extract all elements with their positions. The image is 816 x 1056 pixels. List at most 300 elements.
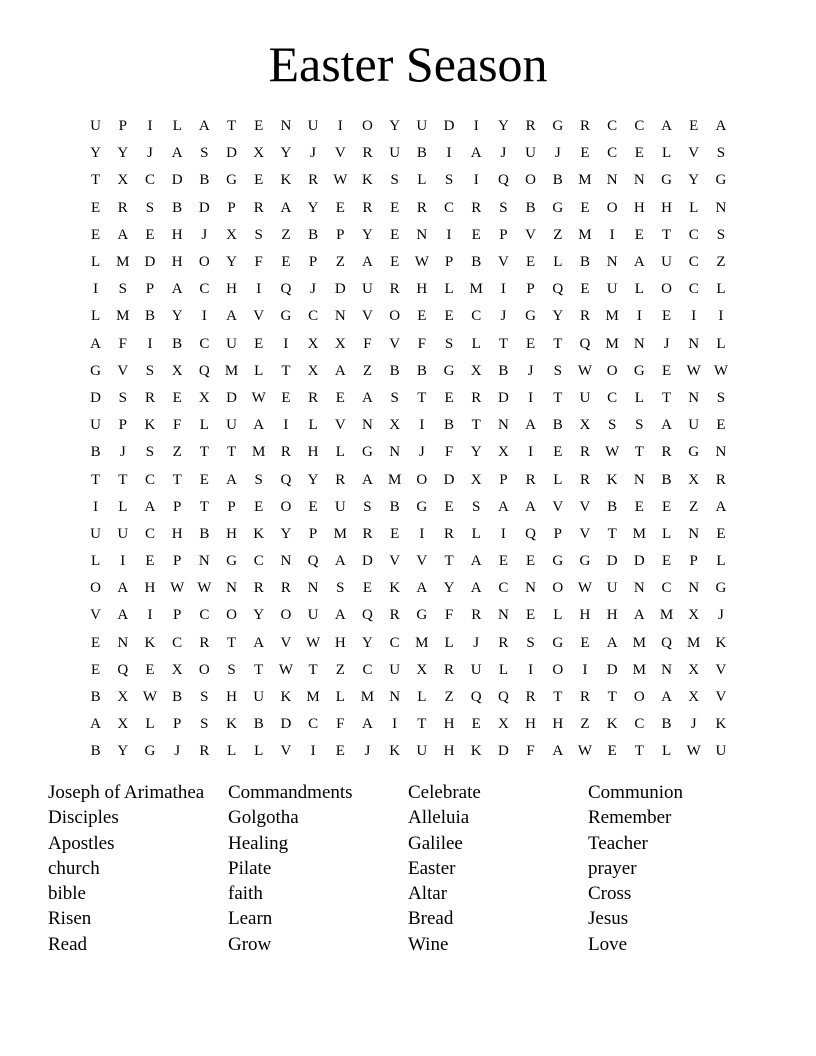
grid-letter: G: [280, 308, 292, 325]
grid-letter: E: [689, 118, 699, 135]
grid-letter: W: [713, 362, 728, 379]
grid-letter: H: [171, 226, 183, 243]
grid-letter: L: [689, 199, 699, 216]
grid-letter: C: [199, 281, 210, 298]
search-word: church: [48, 857, 100, 879]
grid-letter: X: [307, 362, 319, 379]
grid-letter: I: [147, 335, 153, 352]
grid-letter: U: [334, 498, 346, 515]
grid-letter: S: [145, 362, 155, 379]
grid-letter: Q: [198, 362, 210, 379]
grid-letter: H: [416, 281, 428, 298]
grid-letter: L: [335, 689, 345, 706]
grid-letter: N: [606, 172, 618, 189]
grid-letter: M: [387, 471, 402, 488]
grid-letter: B: [389, 362, 400, 379]
grid-letter: X: [117, 689, 129, 706]
grid-letter: A: [715, 118, 727, 135]
grid-letter: K: [606, 716, 618, 733]
grid-letter: B: [253, 716, 264, 733]
grid-letter: D: [606, 553, 618, 570]
grid-letter: N: [688, 525, 700, 542]
grid-letter: S: [390, 172, 399, 189]
grid-letter: R: [253, 580, 264, 597]
search-word: Pilate: [228, 857, 272, 879]
grid-letter: B: [172, 335, 183, 352]
grid-letter: O: [552, 661, 564, 678]
grid-letter: A: [362, 471, 373, 488]
grid-letter: E: [417, 308, 427, 325]
grid-letter: G: [715, 172, 727, 189]
grid-letter: N: [688, 335, 700, 352]
grid-letter: V: [525, 226, 537, 243]
grid-letter: X: [117, 716, 129, 733]
grid-letter: D: [144, 254, 156, 271]
grid-letter: C: [607, 145, 618, 162]
search-word: Easter: [408, 857, 456, 879]
grid-letter: E: [199, 471, 209, 488]
grid-letter: H: [443, 743, 455, 760]
grid-letter: S: [716, 145, 726, 162]
grid-letter: B: [389, 498, 400, 515]
grid-letter: I: [446, 145, 452, 162]
grid-letter: O: [661, 281, 672, 298]
grid-letter: F: [363, 335, 372, 352]
grid-letter: A: [362, 389, 373, 406]
grid-letter: K: [715, 716, 727, 733]
grid-letter: N: [389, 689, 401, 706]
grid-letter: R: [308, 389, 319, 406]
grid-letter: V: [253, 308, 265, 325]
grid-letter: V: [90, 607, 102, 624]
grid-letter: L: [716, 553, 726, 570]
grid-letter: L: [661, 743, 672, 760]
grid-letter: H: [226, 689, 237, 706]
grid-letter: N: [198, 553, 210, 570]
grid-letter: T: [226, 118, 237, 135]
grid-letter: W: [333, 172, 348, 189]
grid-letter: V: [389, 553, 401, 570]
grid-letter: E: [526, 254, 536, 271]
grid-letter: B: [416, 145, 427, 162]
grid-letter: Y: [470, 444, 482, 461]
grid-letter: T: [498, 335, 508, 352]
grid-letter: Y: [90, 145, 102, 162]
search-word: Healing: [228, 832, 289, 854]
grid-letter: N: [715, 444, 727, 461]
grid-letter: Q: [497, 172, 509, 189]
grid-letter: H: [307, 444, 319, 461]
search-word: Altar: [408, 883, 448, 905]
grid-letter: I: [718, 308, 724, 325]
grid-letter: W: [577, 362, 593, 379]
grid-row: [82, 738, 738, 765]
grid-letter: U: [389, 145, 401, 162]
grid-letter: M: [252, 444, 266, 461]
grid-letter: G: [525, 308, 537, 325]
grid-letter: Y: [389, 118, 401, 135]
grid-letter: C: [661, 580, 672, 597]
grid-letter: Q: [470, 689, 482, 706]
grid-letter: V: [497, 254, 509, 271]
grid-letter: R: [199, 634, 210, 651]
grid-letter: D: [443, 118, 455, 135]
grid-letter: C: [607, 118, 618, 135]
grid-letter: T: [226, 444, 237, 461]
grid-letter: L: [444, 634, 454, 651]
grid-row: [82, 331, 738, 358]
grid-letter: F: [444, 444, 454, 461]
grid-letter: H: [171, 525, 183, 542]
grid-letter: S: [227, 661, 236, 678]
grid-letter: G: [715, 580, 727, 597]
grid-letter: F: [417, 335, 427, 352]
grid-letter: Q: [280, 281, 292, 298]
grid-letter: U: [715, 743, 727, 760]
grid-letter: E: [390, 525, 400, 542]
grid-letter: L: [91, 553, 101, 570]
grid-letter: I: [419, 525, 425, 542]
grid-letter: W: [577, 743, 593, 760]
page-title: Easter Season: [268, 36, 548, 92]
grid-letter: H: [443, 716, 455, 733]
grid-letter: E: [335, 389, 345, 406]
grid-letter: H: [552, 716, 564, 733]
grid-letter: E: [580, 199, 590, 216]
grid-letter: S: [472, 498, 481, 515]
grid-letter: W: [278, 661, 293, 678]
grid-letter: Y: [688, 172, 700, 189]
grid-letter: C: [144, 525, 155, 542]
search-word: Alleluia: [408, 807, 470, 829]
grid-letter: W: [197, 580, 212, 597]
grid-letter: R: [362, 525, 373, 542]
grid-letter: E: [308, 498, 318, 515]
grid-letter: C: [688, 226, 699, 243]
grid-letter: F: [526, 743, 535, 760]
grid-letter: Y: [443, 580, 455, 597]
grid-letter: N: [688, 389, 700, 406]
search-word: Read: [48, 933, 88, 955]
grid-letter: L: [471, 335, 481, 352]
grid-letter: W: [306, 634, 321, 651]
grid-letter: E: [526, 335, 536, 352]
grid-letter: S: [635, 417, 644, 434]
grid-letter: X: [171, 661, 183, 678]
grid-letter: Q: [497, 689, 509, 706]
grid-letter: E: [661, 553, 672, 570]
grid-letter: R: [199, 743, 210, 760]
grid-letter: L: [471, 525, 481, 542]
grid-letter: L: [661, 525, 672, 542]
grid-letter: J: [310, 281, 317, 298]
grid-letter: N: [362, 417, 373, 434]
grid-letter: N: [525, 580, 537, 597]
grid-letter: X: [117, 172, 129, 189]
grid-letter: R: [471, 199, 482, 216]
grid-letter: V: [552, 498, 564, 515]
search-word: Grow: [228, 933, 272, 955]
grid-letter: Y: [117, 145, 129, 162]
search-word: Bread: [408, 908, 454, 930]
grid-letter: N: [416, 226, 428, 243]
grid-letter: B: [416, 362, 427, 379]
grid-letter: U: [606, 281, 618, 298]
grid-letter: R: [579, 118, 590, 135]
search-word: Teacher: [588, 832, 648, 854]
grid-letter: P: [227, 199, 236, 216]
grid-letter: B: [90, 689, 101, 706]
grid-letter: A: [661, 417, 672, 434]
grid-letter: V: [280, 743, 292, 760]
grid-letter: S: [145, 199, 155, 216]
grid-letter: R: [525, 118, 536, 135]
grid-letter: L: [634, 281, 644, 298]
grid-letter: L: [254, 743, 264, 760]
grid-letter: U: [579, 389, 591, 406]
grid-letter: E: [335, 743, 345, 760]
grid-letter: Y: [280, 525, 292, 542]
grid-letter: E: [580, 145, 590, 162]
grid-letter: M: [224, 362, 239, 379]
grid-letter: O: [552, 580, 564, 597]
grid-row: [82, 602, 738, 629]
grid-letter: U: [226, 417, 237, 434]
grid-letter: R: [579, 308, 590, 325]
grid-letter: N: [389, 444, 401, 461]
grid-letter: A: [470, 580, 482, 597]
grid-letter: O: [90, 580, 102, 597]
grid-letter: I: [256, 281, 262, 298]
grid-letter: D: [226, 389, 237, 406]
grid-letter: E: [553, 444, 563, 461]
search-word: Risen: [48, 908, 92, 930]
grid-letter: T: [553, 689, 563, 706]
grid-letter: K: [144, 417, 156, 434]
grid-letter: L: [199, 417, 209, 434]
search-word: Golgotha: [228, 807, 299, 829]
grid-letter: G: [661, 172, 672, 189]
grid-letter: K: [253, 525, 265, 542]
grid-row: [82, 684, 738, 711]
grid-letter: N: [606, 254, 618, 271]
grid-letter: S: [254, 471, 263, 488]
grid-letter: T: [634, 743, 644, 760]
grid-letter: M: [605, 335, 619, 352]
grid-row: [82, 167, 738, 194]
grid-letter: E: [580, 634, 590, 651]
grid-letter: L: [226, 743, 237, 760]
grid-letter: R: [389, 281, 400, 298]
grid-letter: U: [90, 525, 102, 542]
grid-letter: B: [607, 498, 618, 515]
grid-letter: X: [688, 471, 700, 488]
grid-letter: I: [93, 281, 99, 298]
grid-letter: F: [172, 417, 182, 434]
grid-letter: R: [471, 389, 482, 406]
grid-row: [82, 140, 738, 167]
grid-letter: N: [633, 471, 645, 488]
grid-letter: E: [607, 743, 617, 760]
word-list: [48, 780, 808, 957]
grid-row: [82, 276, 738, 303]
grid-row: [82, 113, 738, 140]
grid-letter: J: [147, 145, 153, 162]
grid-letter: A: [144, 498, 156, 515]
grid-letter: N: [633, 580, 645, 597]
grid-letter: G: [579, 553, 591, 570]
grid-letter: E: [91, 199, 101, 216]
grid-letter: L: [254, 362, 264, 379]
grid-letter: L: [118, 498, 128, 515]
grid-letter: O: [633, 689, 645, 706]
grid-letter: I: [283, 335, 289, 352]
grid-letter: E: [716, 525, 726, 542]
grid-letter: H: [144, 580, 156, 597]
grid-letter: T: [471, 417, 481, 434]
grid-letter: B: [144, 308, 155, 325]
grid-letter: S: [118, 281, 127, 298]
grid-letter: M: [360, 689, 375, 706]
grid-letter: S: [145, 444, 155, 461]
grid-letter: I: [500, 525, 506, 542]
grid-letter: R: [498, 634, 509, 651]
search-word: Learn: [228, 908, 273, 930]
grid-letter: J: [418, 444, 425, 461]
grid-letter: D: [362, 553, 373, 570]
grid-letter: W: [170, 580, 185, 597]
grid-letter: E: [254, 335, 264, 352]
grid-letter: X: [334, 335, 346, 352]
grid-letter: I: [446, 226, 452, 243]
grid-letter: V: [280, 634, 292, 651]
grid-letter: C: [634, 118, 645, 135]
search-word: Commandments: [228, 782, 353, 803]
grid-row: [82, 466, 738, 493]
grid-letter: Y: [171, 308, 183, 325]
grid-letter: S: [390, 389, 399, 406]
grid-letter: O: [362, 118, 373, 135]
grid-letter: R: [579, 689, 590, 706]
grid-letter: N: [307, 580, 319, 597]
grid-letter: E: [390, 199, 400, 216]
grid-letter: C: [688, 281, 699, 298]
grid-letter: Z: [281, 226, 291, 243]
grid-letter: I: [392, 716, 398, 733]
grid-letter: A: [198, 118, 210, 135]
grid-letter: A: [470, 145, 482, 162]
grid-letter: C: [199, 607, 210, 624]
grid-letter: E: [91, 634, 101, 651]
grid-letter: C: [444, 199, 455, 216]
grid-letter: X: [198, 389, 210, 406]
grid-letter: E: [254, 118, 264, 135]
grid-letter: H: [226, 281, 237, 298]
grid-letter: L: [661, 145, 672, 162]
grid-letter: H: [334, 634, 346, 651]
grid-letter: I: [283, 417, 289, 434]
grid-letter: X: [389, 417, 401, 434]
grid-letter: A: [633, 607, 645, 624]
grid-letter: I: [500, 281, 506, 298]
grid-letter: A: [253, 634, 265, 651]
grid-letter: R: [335, 471, 346, 488]
grid-letter: N: [661, 661, 672, 678]
grid-letter: S: [526, 634, 535, 651]
grid-letter: U: [307, 118, 319, 135]
grid-letter: B: [172, 689, 183, 706]
grid-letter: C: [634, 716, 645, 733]
grid-letter: J: [500, 145, 507, 162]
grid-letter: V: [117, 362, 129, 379]
grid-letter: A: [226, 471, 237, 488]
grid-letter: E: [444, 389, 454, 406]
grid-letter: M: [632, 525, 647, 542]
grid-letter: I: [528, 444, 534, 461]
grid-letter: I: [691, 308, 697, 325]
grid-letter: U: [416, 118, 428, 135]
grid-letter: Q: [280, 471, 292, 488]
grid-letter: W: [686, 743, 701, 760]
grid-letter: C: [144, 471, 155, 488]
grid-letter: D: [443, 471, 455, 488]
search-word: faith: [228, 883, 263, 905]
grid-letter: C: [144, 172, 155, 189]
grid-letter: E: [254, 498, 264, 515]
grid-letter: R: [362, 145, 373, 162]
grid-letter: L: [335, 444, 345, 461]
grid-letter: J: [663, 335, 670, 352]
grid-letter: A: [117, 226, 129, 243]
grid-letter: A: [362, 716, 373, 733]
grid-letter: J: [201, 226, 208, 243]
grid-letter: J: [554, 145, 561, 162]
grid-letter: R: [471, 607, 482, 624]
grid-letter: E: [471, 226, 481, 243]
grid-letter: D: [198, 199, 210, 216]
grid-letter: D: [171, 172, 183, 189]
grid-letter: M: [578, 226, 592, 243]
grid-letter: B: [552, 172, 563, 189]
grid-letter: E: [634, 145, 644, 162]
grid-letter: Y: [226, 254, 237, 271]
grid-letter: S: [200, 145, 209, 162]
grid-letter: Z: [716, 254, 726, 271]
grid-letter: R: [525, 471, 536, 488]
grid-row: [82, 439, 738, 466]
grid-letter: B: [525, 199, 536, 216]
grid-letter: J: [500, 308, 507, 325]
search-word: Cross: [588, 883, 632, 905]
search-word: prayer: [588, 857, 637, 879]
grid-letter: D: [497, 389, 509, 406]
grid-letter: R: [280, 580, 291, 597]
grid-letter: U: [661, 254, 672, 271]
grid-letter: J: [119, 444, 126, 461]
grid-letter: A: [334, 607, 346, 624]
grid-letter: E: [526, 607, 536, 624]
grid-row: [82, 303, 738, 330]
grid-letter: H: [579, 607, 591, 624]
grid-letter: A: [661, 118, 672, 135]
grid-letter: G: [226, 553, 237, 570]
search-word: Apostles: [48, 832, 115, 854]
grid-letter: P: [172, 553, 182, 570]
grid-letter: V: [362, 308, 373, 325]
grid-letter: R: [444, 525, 455, 542]
grid-letter: N: [497, 417, 509, 434]
grid-letter: V: [579, 525, 591, 542]
